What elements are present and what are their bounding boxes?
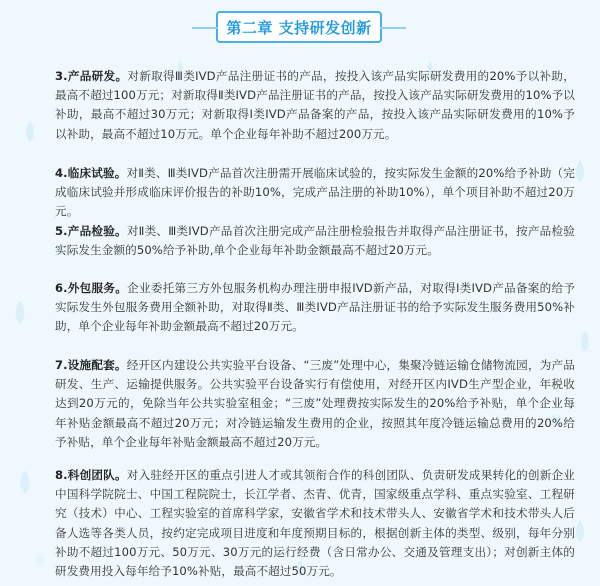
section-clinical-trial bbox=[55, 164, 575, 222]
section-heading: 3.产品研发。 bbox=[55, 69, 128, 83]
section-body: 企业委托第三方外包服务机构办理注册申报IVD新产品，对取得Ⅰ类IVD产品备案的给予实际发生外包服务费用全额补助，对取得Ⅱ类、Ⅲ类IVD产品注册证书的给予实际发生服务费用50%补助，单个企业每年补助金额最高不超过20万元。 bbox=[55, 281, 576, 334]
section-heading: 4.临床试验。 bbox=[55, 166, 127, 180]
section-body: 对Ⅱ类、Ⅲ类IVD产品首次注册完成产品注册检验报告并取得产品注册证书，按产品检验实际发生金额的50%给予补助,单个企业每年补助金额最高不超过20万元。 bbox=[55, 224, 576, 258]
section-facilities bbox=[55, 356, 575, 452]
section-body: 对Ⅱ类、Ⅲ类IVD产品首次注册需开展临床试验的，按实际发生金额的20%给予补助（完成临床试验并形成临床评价报告的补助10%，完成产品注册的补助10%），单个项目补助不超过20万元。 bbox=[55, 166, 575, 219]
chapter-header bbox=[0, 0, 600, 56]
section-body: 对新取得Ⅲ类IVD产品注册证书的产品，按投入该产品实际研发费用的20%予以补助，最高不超过100万元；对新取得Ⅱ类IVD产品注册证书的产品，按投入该产品实际研发费用的10%予以补助，最高不超过30万元；对新取得Ⅰ类IVD产品备案的产品，按投入该产品实际研发费用的10%予以补助，最高不超过10万元。单个企业每年补助不超过200万元。 bbox=[55, 69, 575, 141]
section-heading: 8.科创团队。 bbox=[55, 468, 127, 482]
section-body: 经开区内建设公共实验平台设备、“三废”处理中心，集聚冷链运输仓储物流园，为产品研发、生产、运输提供服务。公共实验平台设备实行有偿使用，对经开区内IVD生产型企业，年税收达到20万元的，免除当年公共实验室租金；“三废”处理费按实际发生的20%给予补贴，单个企业每年补贴金额最高不超过20万元；对冷链运输发生费用的企业，按照其年度冷链运输总费用的20%给予补贴，单个企业每年补贴金额最高不超过20万元。 bbox=[55, 358, 575, 449]
section-heading: 7.设施配套。 bbox=[55, 358, 127, 372]
section-innovation-team bbox=[55, 466, 575, 581]
section-body: 对入驻经开区的重点引进人才或其领衔合作的科创团队、负责研发成果转化的创新企业中国科学院院士、中国工程院院士，长江学者、杰青、优青，国家级重点学科、重点实验室、工程研究（技术）中心、工程实验室的首席科学家，安徽省学术和技术带头人、安徽省学术和技术带头人后备人选等各类人员，按约定完成项目进度和年度预期目标的，根据创新主体的类型、级别，每年分别补助不超过100万元、50万元、30万元的运行经费（含日常办公、交通及管理支出）；对创新主体的研发费用投入每年给予10%补贴，最高不超过50万元。 bbox=[55, 468, 576, 579]
section-outsourcing bbox=[55, 279, 575, 337]
section-product-rd bbox=[55, 67, 575, 144]
section-product-inspection bbox=[55, 222, 575, 260]
section-heading: 6.外包服务。 bbox=[55, 281, 128, 295]
section-heading: 5.产品检验。 bbox=[55, 224, 127, 238]
chapter-title: 第二章 支持研发创新 bbox=[216, 11, 382, 43]
